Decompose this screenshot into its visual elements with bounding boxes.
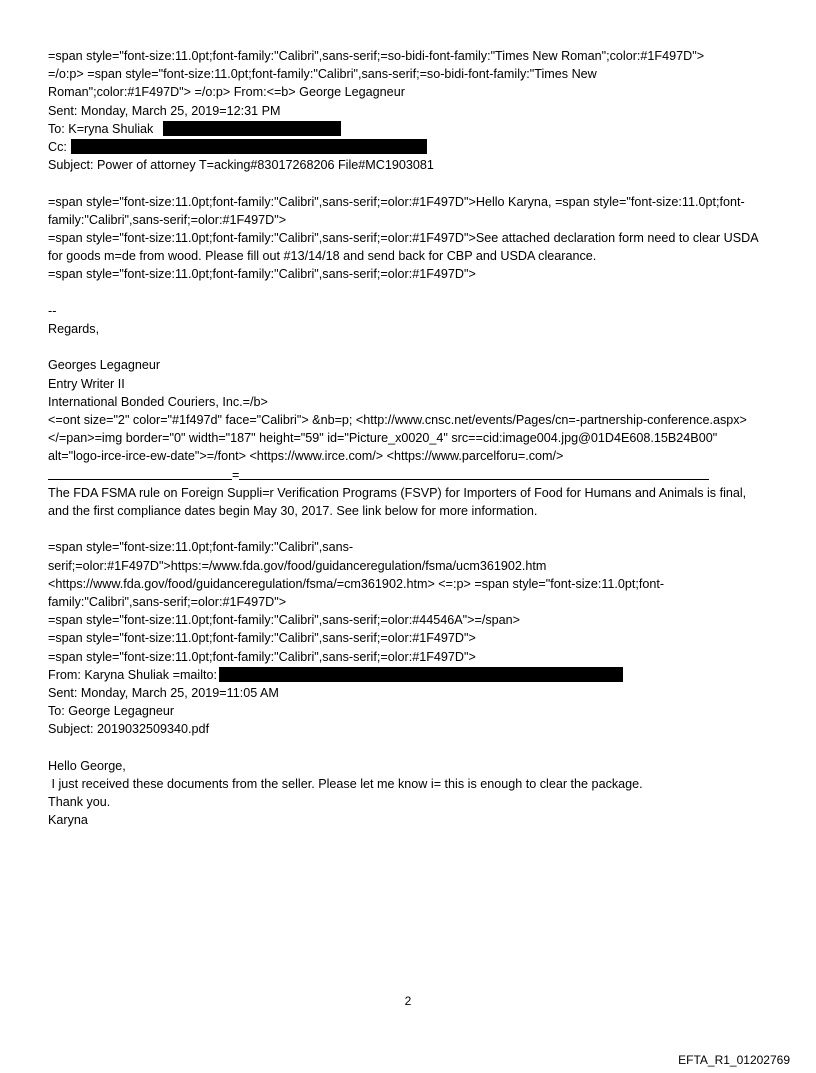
markup-line: =/o:p> =span style="font-size:11.0pt;font-family:"Calibri",sans-serif;=so-bidi-font-family:"Times New <box>48 67 597 82</box>
signature-markup: <=ont size="2" color="#1f497d" face="Calibri"> &nb=p; <http://www.cnsc.net/events/Pages/cn=-partnership-conference.aspx> </=pan>=img border="0" width="187" height="59" id="Picture_x0020_4" src==cid:image004.jpg@01D4E608.15B24B00" alt="logo-irce-irce-ew-date">=/font> <https://www.irce.com/> <https://www.parcelforu=.com/> <box>48 413 747 464</box>
greeting: Hello George, <box>48 758 126 773</box>
from-line <box>48 666 764 684</box>
from-line: Roman";color:#1F497D"> =/o:p> From:<=b> George Legagneur <box>48 85 405 100</box>
sent-line: Sent: Monday, March 25, 2019=12:31 PM <box>48 103 281 118</box>
thanks: Thank you. <box>48 795 111 810</box>
cc-line <box>48 138 764 156</box>
signature-company: International Bonded Couriers, Inc.=/b> <box>48 394 268 409</box>
separator-rule <box>48 467 232 480</box>
to-label: To: K=ryna Shuliak <box>48 121 154 136</box>
markup-line: =span style="font-size:11.0pt;font-family:"Calibri",sans-serif;=olor:#1F497D"> <box>48 649 476 664</box>
body-paragraph: =span style="font-size:11.0pt;font-family:"Calibri",sans-serif;=olor:#1F497D">Hello Karyna, =span style="font-size:11.0pt;font-family:"Calibri",sans-serif;=olor:#1F497D"> <box>48 194 745 227</box>
separator-rule <box>239 467 709 480</box>
markup-line: =span style="font-size:11.0pt;font-family:"Calibri",sans-serif;=olor:#44546A">=/span> <box>48 613 520 628</box>
redaction-box <box>219 667 623 682</box>
separator-line <box>48 466 764 484</box>
bates-number: EFTA_R1_01202769 <box>678 1053 790 1067</box>
subject-line: Subject: 2019032509340.pdf <box>48 722 210 737</box>
message-body: I just received these documents from the seller. Please let me know i= this is enough to clear the package. <box>48 777 643 792</box>
fda-link-markup: =span style="font-size:11.0pt;font-family:"Calibri",sans-serif;=olor:#1F497D">https:=/www.fda.gov/food/guidanceregulation/fsma/ucm361902.htm <https://www.fda.gov/food/guidanceregulation/fsma/=cm361902.htm> <=:p> =span style="font-size:11.0pt;font-family:"Calibri",sans-serif;=olor:#1F497D"> <box>48 540 665 610</box>
body-paragraph: =span style="font-size:11.0pt;font-family:"Calibri",sans-serif;=olor:#1F497D"> <box>48 267 476 282</box>
signature-title: Entry Writer II <box>48 376 125 391</box>
cc-label: Cc: <box>48 140 67 155</box>
subject-line: Subject: Power of attorney T=acking#83017268206 File#MC1903081 <box>48 158 434 173</box>
fda-notice: The FDA FSMA rule on Foreign Suppli=r Verification Programs (FSVP) for Importers of Food for Humans and Animals is final, and the first compliance dates begin May 30, 2017. See link below for more information. <box>48 485 747 519</box>
signature-dashes: -- <box>48 303 57 318</box>
regards: Regards, <box>48 322 100 337</box>
sender-signoff: Karyna <box>48 813 88 828</box>
body-paragraph: =span style="font-size:11.0pt;font-family:"Calibri",sans-serif;=olor:#1F497D">See attached declaration form need to clear USDA for goods m=de from wood. Please fill out #13/14/18 and send back for CBP and USDA clearance. <box>48 231 758 264</box>
page-number: 2 <box>404 994 412 1008</box>
email-document <box>48 47 764 830</box>
to-line <box>48 120 764 138</box>
from-label: From: Karyna Shuliak =mailto: <box>48 667 218 682</box>
signature-name: Georges Legagneur <box>48 358 161 373</box>
markup-line: =span style="font-size:11.0pt;font-family:"Calibri",sans-serif;=olor:#1F497D"> <box>48 631 476 646</box>
markup-line: =span style="font-size:11.0pt;font-family:"Calibri",sans-serif;=so-bidi-font-family:"Times New Roman";color:#1F497D"> <box>48 49 705 63</box>
separator-char: = <box>232 467 240 482</box>
redaction-box <box>71 139 427 154</box>
to-line: To: George Legagneur <box>48 704 175 719</box>
sent-line: Sent: Monday, March 25, 2019=11:05 AM <box>48 686 279 701</box>
redaction-box <box>163 121 341 136</box>
